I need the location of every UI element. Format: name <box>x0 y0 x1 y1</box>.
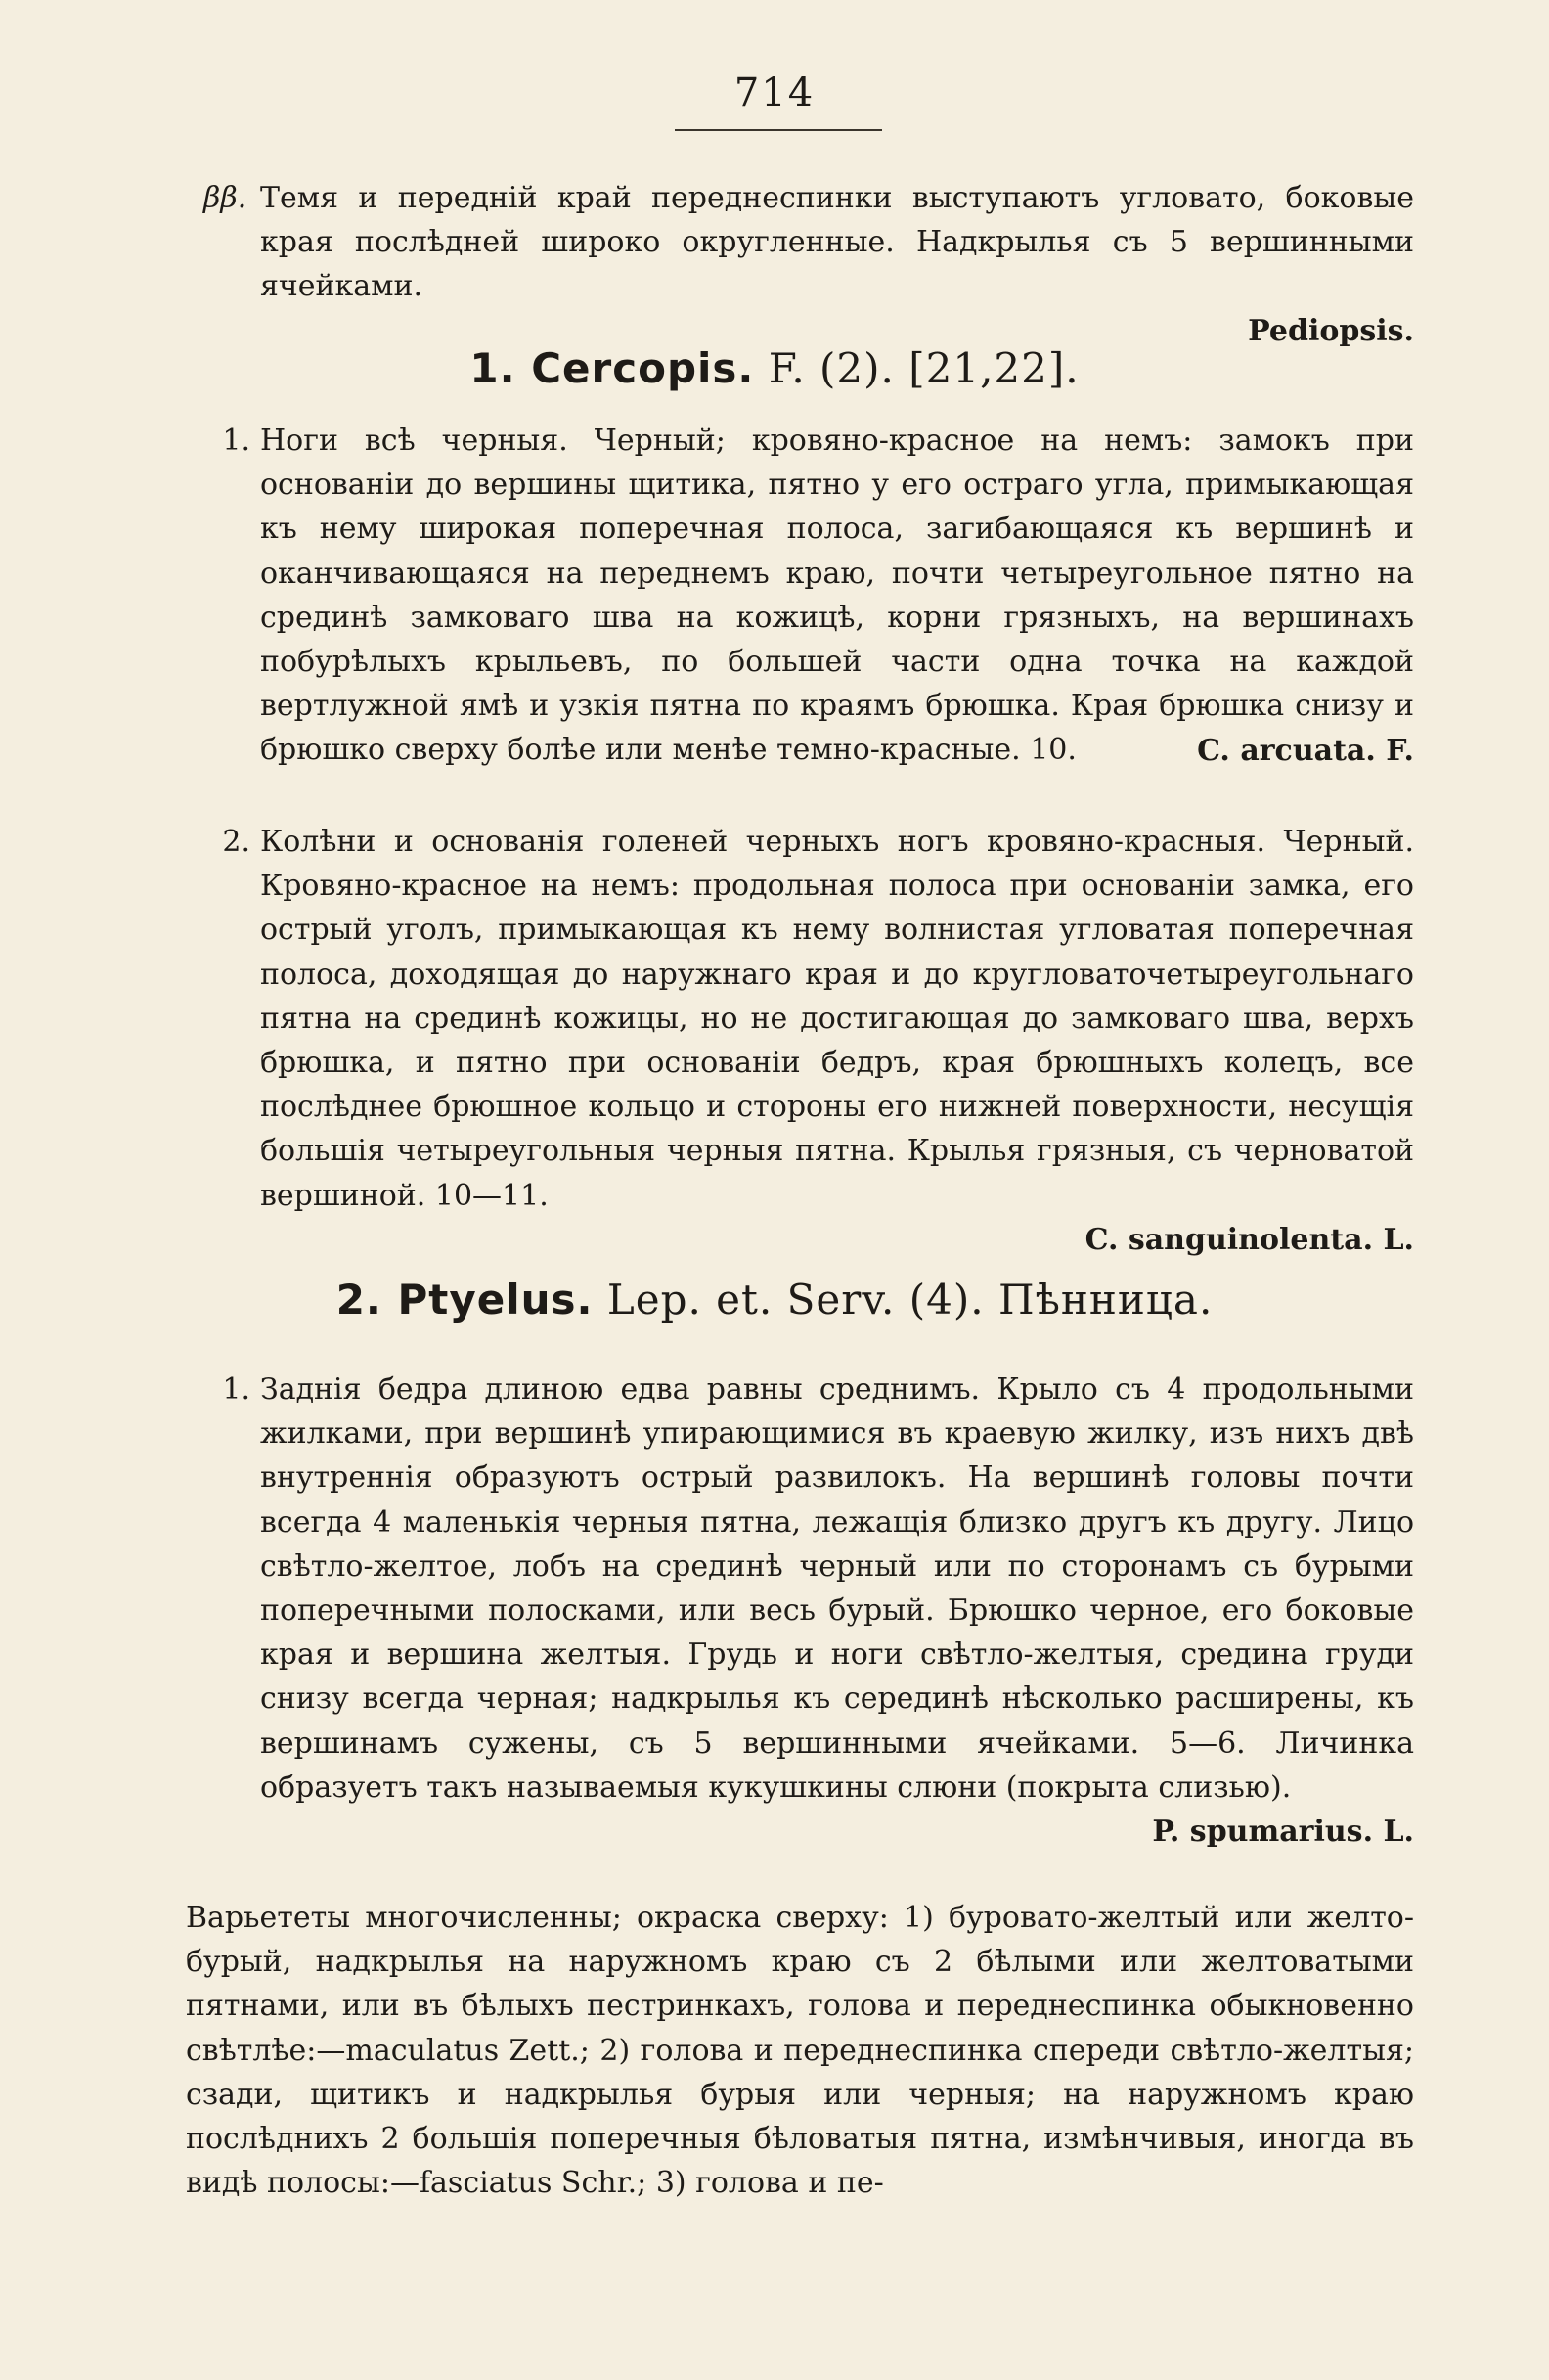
entry-number: 1. <box>222 424 250 458</box>
genus-name: Pediopsis. <box>1248 313 1414 348</box>
varietes-text: Варьететы многочисленны; окраска сверху: 1) буровато-желтый или желто-бурый, надкрылья на наружномъ краю съ 2 бѣлыми или желтоватыми пятнами, или въ бѣлыхъ пестринкахъ, голова и переднеспинка обыкновенно свѣтлѣе:—maculatus Zett.; 2) голова и переднеспинка спереди свѣтло-желтыя; сзади, щитикъ и надкрылья бурыя или черныя; на наружномъ краю послѣднихъ 2 большiя поперечныя бѣловатыя пятна, измѣнчивыя, иногда въ видѣ полосы:—fasciatus Schr.; 3) голова и пе- <box>186 1901 1414 2201</box>
entry-text: Ноги всѣ черныя. Черный; кровяно-красное на немъ: замокъ при основанiи до вершины щитика, пятно у его остраго угла, примыкающая къ нему широкая поперечная полоса, загибающаяся къ вершинѣ и оканчивающаяся на переднемъ краю, почти четыреугольное пятно на срединѣ замковаго шва на кожицѣ, корни грязныхъ, на вершинахъ побурѣлыхъ крыльевъ, по большей части одна точка на каждой вертлужной ямѣ и узкiя пятна по краямъ брюшка. Края брюшка снизу и брюшко сверху болѣе или менѣе темно-красные. 10. <box>260 424 1414 768</box>
genus-heading-authority: F. (2). [21,22]. <box>768 344 1080 392</box>
page-number: 714 <box>733 70 816 115</box>
genus-heading-name: 1. Cercopis. <box>469 344 755 392</box>
species-name: P. spumarius. L. <box>1152 1815 1414 1850</box>
genus-heading-ptyelus <box>0 1276 1549 1324</box>
species-entry <box>222 1368 1414 1854</box>
entry-number: 1. <box>222 1372 250 1407</box>
entry-number: 2. <box>222 825 250 859</box>
entry-text: Колѣни и основанiя голеней черныхъ ногъ кровяно-красныя. Черный. Кровяно-красное на немъ: продольная полоса при основанiи замка, его острый уголъ, примыкающая къ нему волнистая угловатая поперечная полоса, доходящая до наружнаго края и до кругловаточетыреугольнаго пятна на срединѣ кожицы, но не достигающая до замковаго шва, верхъ брюшка, и пятно при основанiи бедръ, края брюшныхъ колецъ, все послѣднее брюшное кольцо и стороны его нижней поверхности, несущiя большiя четыреугольныя черныя пятна. Крылья грязныя, съ черноватой вершиной. 10—11. <box>260 825 1414 1213</box>
key-entry-text: Темя и переднiй край переднеспинки выступаютъ угловато, боковые края послѣдней широко округленные. Надкрылья съ 5 вершинными ячейками. <box>260 181 1414 304</box>
entry-text: Заднiя бедра длиною едва равны среднимъ. Крыло съ 4 продольными жилками, при вершинѣ упирающимися въ краевую жилку, изъ нихъ двѣ внутреннiя образуютъ острый развилокъ. На вершинѣ головы почти всегда 4 маленькiя черныя пятна, лежащiя близко другъ къ другу. Лицо свѣтло-желтое, лобъ на срединѣ черный или по сторонамъ съ бурыми поперечными полосками, или весь бурый. Брюшко черное, его боковые края и вершина желтыя. Грудь и ноги свѣтло-желтыя, средина груди снизу всегда черная; надкрылья къ серединѣ нѣсколько расширены, къ вершинамъ сужены, съ 5 вершинными ячейками. 5—6. Личинка образуетъ такъ называемыя кукушкины слюни (покрыта слизью). <box>260 1372 1414 1805</box>
key-entry-beta <box>203 176 1414 353</box>
species-name: C. sanguinolenta. L. <box>1084 1222 1414 1257</box>
varietes-paragraph <box>186 1896 1414 2205</box>
genus-heading-cercopis <box>0 344 1549 392</box>
page-number-rule <box>675 129 882 131</box>
genus-heading-authority: Lep. et. Serv. (4). Пѣнница. <box>606 1276 1214 1324</box>
key-marker: ββ. <box>203 181 247 215</box>
species-name: C. arcuata. F. <box>1197 733 1414 768</box>
species-entry <box>222 820 1414 1262</box>
genus-heading-name: 2. Ptyelus. <box>335 1276 594 1324</box>
species-entry <box>222 419 1414 773</box>
